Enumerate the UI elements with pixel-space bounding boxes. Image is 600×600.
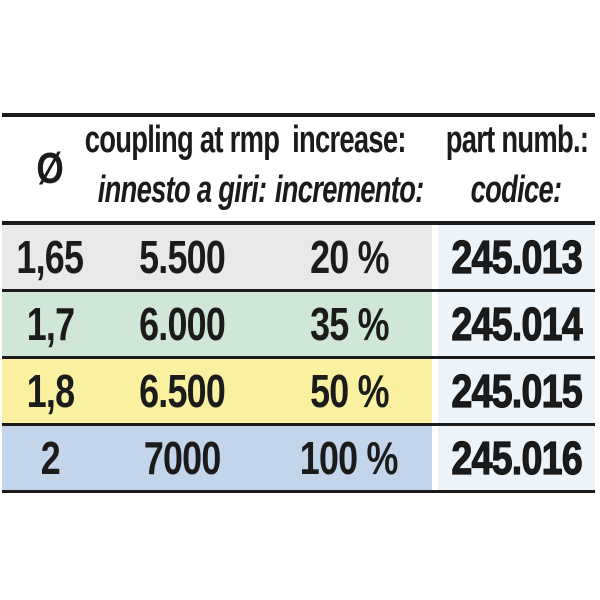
diameter-cell — [2, 225, 98, 289]
part-number-header-it: codice: — [471, 169, 562, 211]
coupling-cell — [98, 225, 266, 289]
part-number-value: 245.013 — [451, 231, 582, 283]
diameter-value: 1,7 — [26, 298, 74, 350]
increase-cell — [266, 292, 432, 356]
table-header-row — [2, 117, 595, 225]
increase-value: 100 % — [300, 432, 398, 484]
part-number-value: 245.014 — [451, 298, 582, 350]
part-number-cell — [432, 225, 595, 289]
coupling-header-en: coupling at rmp — [84, 119, 280, 161]
part-number-value: 245.016 — [451, 432, 582, 484]
part-number-cell — [432, 359, 595, 423]
diameter-value: 1,65 — [16, 231, 84, 283]
diameter-cell — [2, 359, 98, 423]
coupling-value: 6.500 — [139, 365, 225, 417]
table-row — [2, 292, 595, 359]
increase-header-cell — [266, 117, 432, 221]
spec-table — [2, 113, 595, 493]
increase-cell — [266, 359, 432, 423]
coupling-value: 7000 — [143, 432, 221, 484]
coupling-cell — [98, 359, 266, 423]
diameter-value: 2 — [40, 432, 60, 484]
coupling-value: 5.500 — [139, 231, 225, 283]
coupling-header-it: innesto a giri: — [97, 169, 267, 211]
increase-cell — [266, 225, 432, 289]
diameter-cell — [2, 426, 98, 490]
part-number-cell — [432, 426, 595, 490]
table-row — [2, 225, 595, 292]
increase-header-it: incremento: — [274, 169, 424, 211]
increase-header-en: increase: — [292, 119, 406, 161]
table-row — [2, 426, 595, 493]
diameter-cell — [2, 292, 98, 356]
diameter-symbol: Ø — [36, 144, 64, 193]
coupling-header-cell — [84, 117, 280, 221]
table-row — [2, 359, 595, 426]
part-number-header-en: part numb.: — [445, 119, 588, 161]
part-number-cell — [432, 292, 595, 356]
part-number-header-cell — [432, 117, 595, 221]
increase-value: 50 % — [309, 365, 389, 417]
coupling-cell — [98, 292, 266, 356]
diameter-value: 1,8 — [26, 365, 74, 417]
increase-value: 35 % — [309, 298, 389, 350]
increase-value: 20 % — [309, 231, 389, 283]
increase-cell — [266, 426, 432, 490]
coupling-value: 6.000 — [139, 298, 225, 350]
part-number-value: 245.015 — [451, 365, 582, 417]
part-number-header-stack — [418, 117, 600, 221]
coupling-cell — [98, 426, 266, 490]
